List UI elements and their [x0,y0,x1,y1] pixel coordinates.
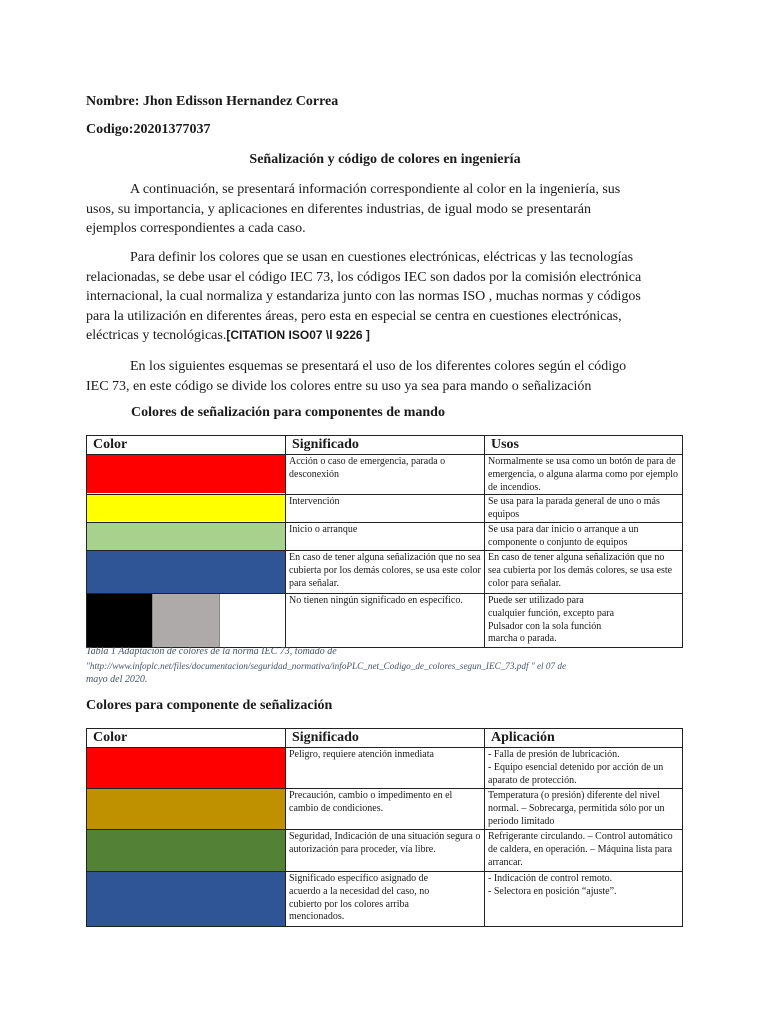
significado-cell: Acción o caso de emergencia, parada o desconexión [286,455,485,495]
aplicacion-cell [485,748,683,789]
column-header: Usos [485,436,683,455]
citation-field: [CITATION ISO07 \l 9226 ] [226,328,370,342]
aplicacion-cell [485,789,683,830]
column-header: Significado [286,729,485,748]
significado-cell: Peligro, requiere atención inmediata [286,748,485,789]
aplicacion-line: - Falla de presión de lubricación. [488,749,620,760]
significado-cell: Seguridad, Indicación de una situación segura o autorización para proceder, vía libre. [286,830,485,872]
paragraph-line: relacionadas, se debe usar el código IEC 73, los códigos IEC son dados por la comisión electrónica [86,269,642,285]
significado-cell: Intervención [286,495,485,523]
document-title: Señalización y código de colores en ingeniería [249,152,521,167]
paragraph-line-with-citation [86,326,684,346]
usos-cell: Normalmente se usa como un botón de para de emergencia, o alguna alarma como por ejemplo de incendios. [485,455,683,495]
paragraph-line: ejemplos correspondientes a cada caso. [86,221,306,236]
significado-cell: No tienen ningún significado en específico. [286,593,485,647]
table-row [87,455,683,495]
paragraph-schemes [86,357,684,396]
usos-cell: Puede ser utilizado para cualquier función, excepto para Pulsador con la sola función marcha o parada. [485,593,683,647]
paragraph-line: IEC 73, en este código se divide los colores entre su uso ya sea para mando o señalización [86,378,592,394]
column-header: Aplicación [485,729,683,748]
student-code: Codigo:20201377037 [86,122,211,137]
table-row [87,830,683,872]
paragraph-line: A continuación, se presentará información correspondiente al color en la ingeniería, sus [130,182,621,197]
table1-heading: Colores de señalización para componentes de mando [131,405,445,420]
table1-caption [86,645,684,687]
usos-cell: En caso de tener alguna señalización que no sea cubierta por los demás colores, se usa este color para señalar. [485,550,683,593]
paragraph-line: Para definir los colores que se usan en cuestiones electrónicas, eléctricas y las tecnologías [130,250,634,265]
color-swatch-cell [87,593,286,647]
aplicacion-line: Refrigerante circulando. – Control automático de caldera, en operación. – Máquina lista para arrancar. [488,831,673,868]
color-swatch-cell [87,872,286,927]
significado-cell: Significado específico asignado de acuerdo a la necesidad del caso, no cubierto por los colores arriba mencionados. [286,872,485,927]
aplicacion-line: - Indicación de control remoto. [488,873,613,884]
multi-color-swatch [87,594,285,647]
paragraph-intro [86,180,684,239]
blue-swatch [87,872,285,926]
table-row [87,872,683,927]
color-swatch-cell [87,830,286,872]
usos-cell: Se usa para dar inicio o arranque a un componente o conjunto de equipos [485,522,683,550]
table-header-row [87,729,683,748]
aplicacion-cell [485,872,683,927]
caption-line: "http://www.infoplc.net/files/documentacion/seguridad_normativa/infoPLC_net_Codigo_de_colores_segun_IEC_73.pdf " el 07 de [86,661,567,671]
command-colors-table [86,435,683,648]
green-swatch [87,830,285,871]
light-green-swatch [87,523,285,550]
blue-swatch [87,551,285,593]
red-swatch [87,455,285,493]
table-row [87,748,683,789]
author-name: Nombre: Jhon Edisson Hernandez Correa [86,94,339,109]
black-swatch [87,594,152,647]
gray-swatch [152,594,218,647]
column-header: Significado [286,436,485,455]
caption-line: Tabla 1 Adaptación de colores de la norma IEC 73, tomado de [86,646,337,657]
usos-cell: Se usa para la parada general de uno o más equipos [485,495,683,523]
aplicacion-line: Temperatura (o presión) diferente del nivel normal. – Sobrecarga, permitida sólo por un periodo limitado [488,790,665,827]
table-row [87,789,683,830]
paragraph-line: En los siguientes esquemas se presentará el uso de los diferentes colores según el código [130,359,627,374]
paragraph-line: para la utilización en diferentes áreas, pero esta en especial se centra en cuestiones electrónicas, [86,308,622,324]
aplicacion-line: - Equipo esencial detenido por acción de un aparato de protección. [488,761,664,786]
paragraph-line: usos, su importancia, y aplicaciones en diferentes industrias, de igual modo se presentarán [86,201,592,217]
significado-cell: Precaución, cambio o impedimento en el cambio de condiciones. [286,789,485,830]
significado-cell: En caso de tener alguna señalización que no sea cubierta por los demás colores, se usa este color para señalar. [286,550,485,593]
color-swatch-cell [87,455,286,495]
table-header-row [87,436,683,455]
paragraph-iec [86,248,684,346]
caption-line: mayo del 2020. [86,674,148,685]
ochre-swatch [87,789,285,829]
column-header: Color [87,729,286,748]
column-header: Color [87,436,286,455]
table-row [87,593,683,647]
table2-heading: Colores para componente de señalización [86,698,333,713]
color-swatch-cell [87,789,286,830]
table-row [87,495,683,523]
color-swatch-cell [87,748,286,789]
table-row [87,522,683,550]
color-swatch-cell [87,550,286,593]
paragraph-line: internacional, la cual normaliza y estandariza junto con las normas ISO , muchas normas y códigos [86,289,641,304]
color-swatch-cell [87,522,286,550]
aplicacion-cell [485,830,683,872]
significado-cell: Inicio o arranque [286,522,485,550]
color-swatch-cell [87,495,286,523]
table-row [87,550,683,593]
signal-colors-table [86,728,683,927]
red-swatch [87,748,285,788]
yellow-swatch [87,495,285,521]
white-swatch [219,594,285,647]
aplicacion-line: - Selectora en posición “ajuste”. [488,885,617,897]
paragraph-line-text: eléctricas y tecnológicas. [86,328,227,343]
